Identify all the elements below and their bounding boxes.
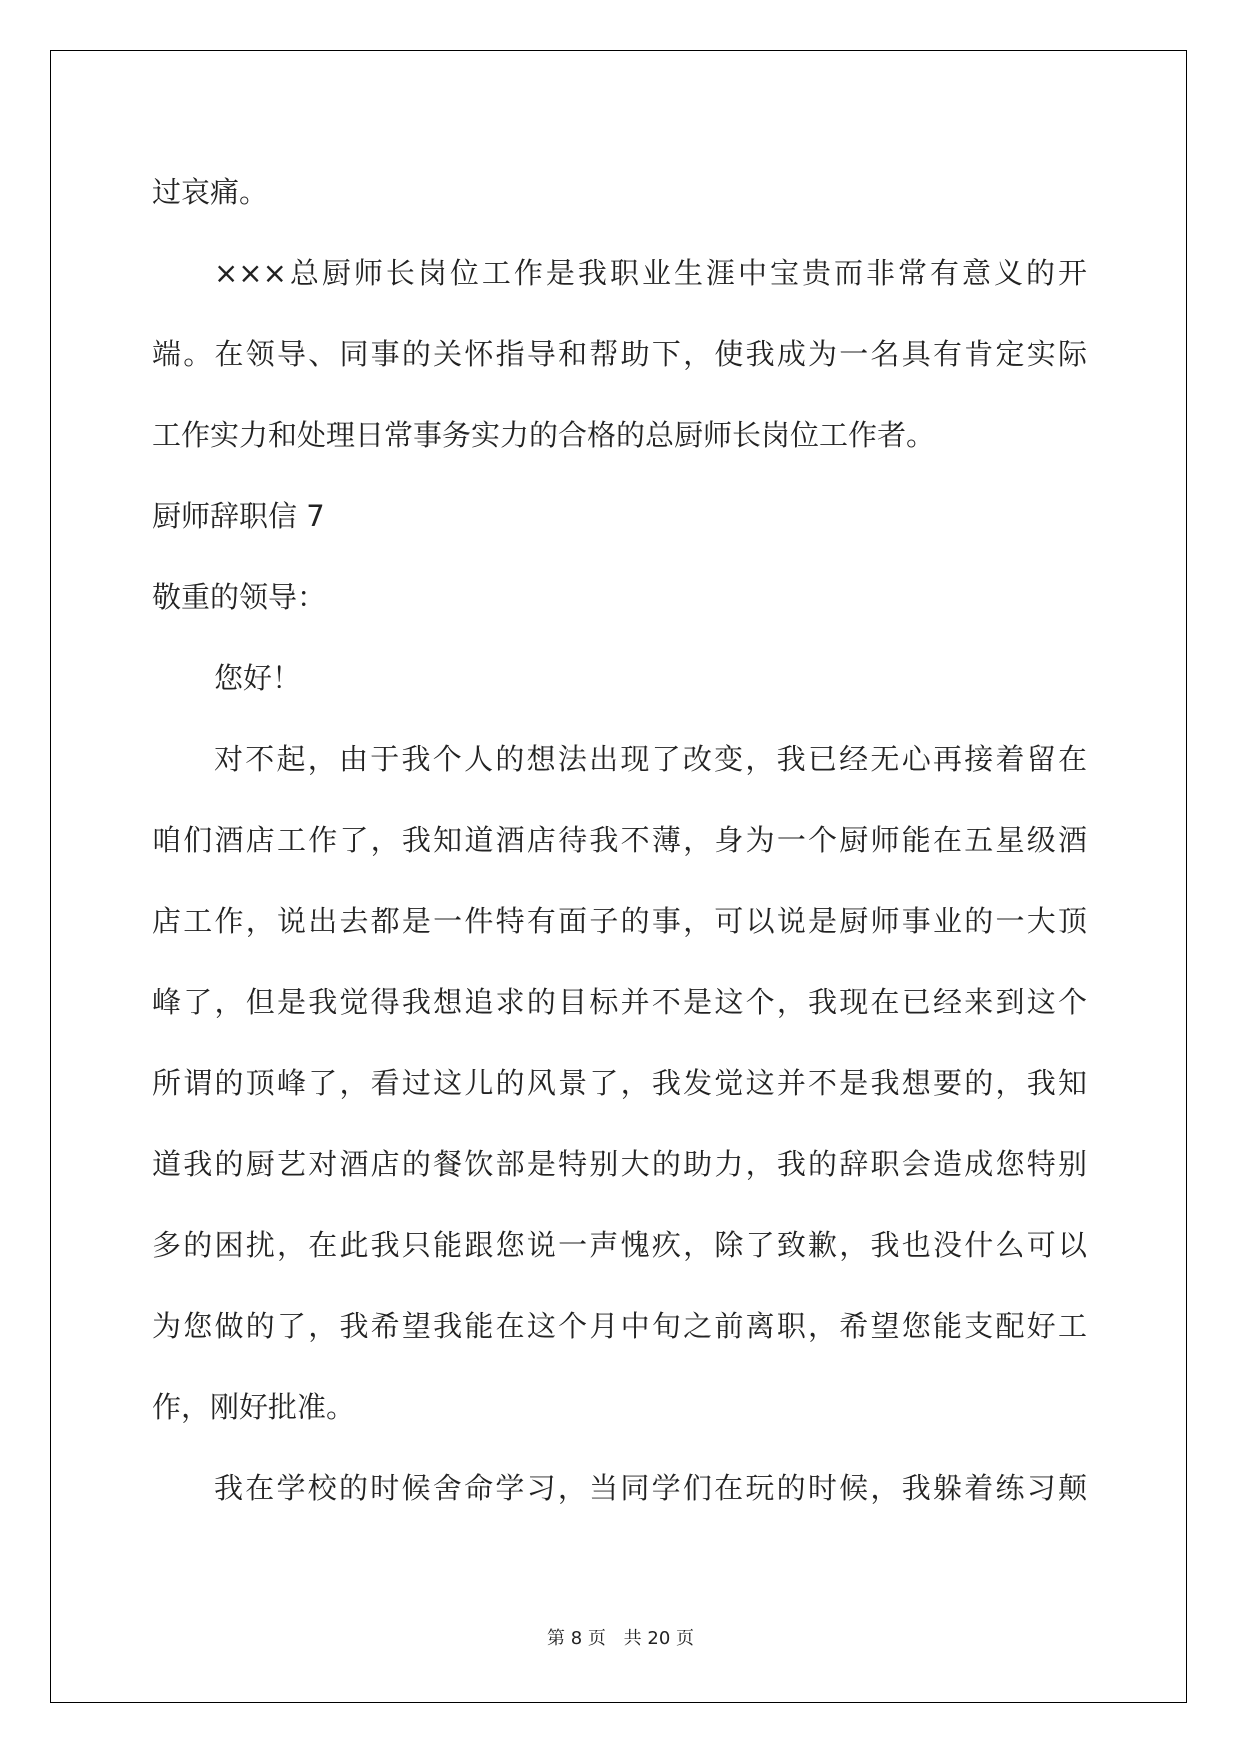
text-line: 峰了，但是我觉得我想追求的目标并不是这个，我现在已经来到这个	[152, 985, 1087, 1019]
document-body	[152, 152, 1087, 1529]
text-line: 厨师辞职信 7	[152, 499, 325, 533]
text-line: 店工作，说出去都是一件特有面子的事，可以说是厨师事业的一大顶	[152, 904, 1087, 938]
text-line: 多的困扰，在此我只能跟您说一声愧疚，除了致歉，我也没什么可以	[152, 1228, 1087, 1262]
text-line: 敬重的领导：	[152, 580, 327, 614]
page-number: 第 8 页	[547, 1628, 606, 1649]
page-total: 共 20 页	[623, 1628, 694, 1649]
text-line: 咱们酒店工作了，我知道酒店待我不薄，身为一个厨师能在五星级酒	[152, 823, 1087, 857]
text-line: 我在学校的时候舍命学习，当同学们在玩的时候，我躲着练习颠	[214, 1471, 1087, 1505]
text-line: 道我的厨艺对酒店的餐饮部是特别大的助力，我的辞职会造成您特别	[152, 1147, 1087, 1181]
paragraph	[152, 1448, 1087, 1529]
paragraph	[152, 719, 1087, 1448]
page-footer	[0, 1624, 1241, 1650]
paragraph	[152, 233, 1087, 476]
text-line: 您好！	[214, 661, 302, 695]
paragraph	[152, 638, 1087, 719]
text-line: 端。在领导、同事的关怀指导和帮助下，使我成为一名具有肯定实际	[152, 337, 1087, 371]
paragraph	[152, 152, 1087, 233]
text-line: 作，刚好批准。	[152, 1390, 356, 1424]
paragraph	[152, 557, 1087, 638]
text-line: 所谓的顶峰了，看过这儿的风景了，我发觉这并不是我想要的，我知	[152, 1066, 1087, 1100]
text-line: 对不起，由于我个人的想法出现了改变，我已经无心再接着留在	[214, 742, 1087, 776]
text-line: 工作实力和处理日常事务实力的合格的总厨师长岗位工作者。	[152, 418, 936, 452]
paragraph	[152, 476, 1087, 557]
text-line: 为您做的了，我希望我能在这个月中旬之前离职，希望您能支配好工	[152, 1309, 1087, 1343]
text-line: ×××总厨师长岗位工作是我职业生涯中宝贵而非常有意义的开	[214, 256, 1087, 290]
text-line: 过哀痛。	[152, 175, 269, 209]
